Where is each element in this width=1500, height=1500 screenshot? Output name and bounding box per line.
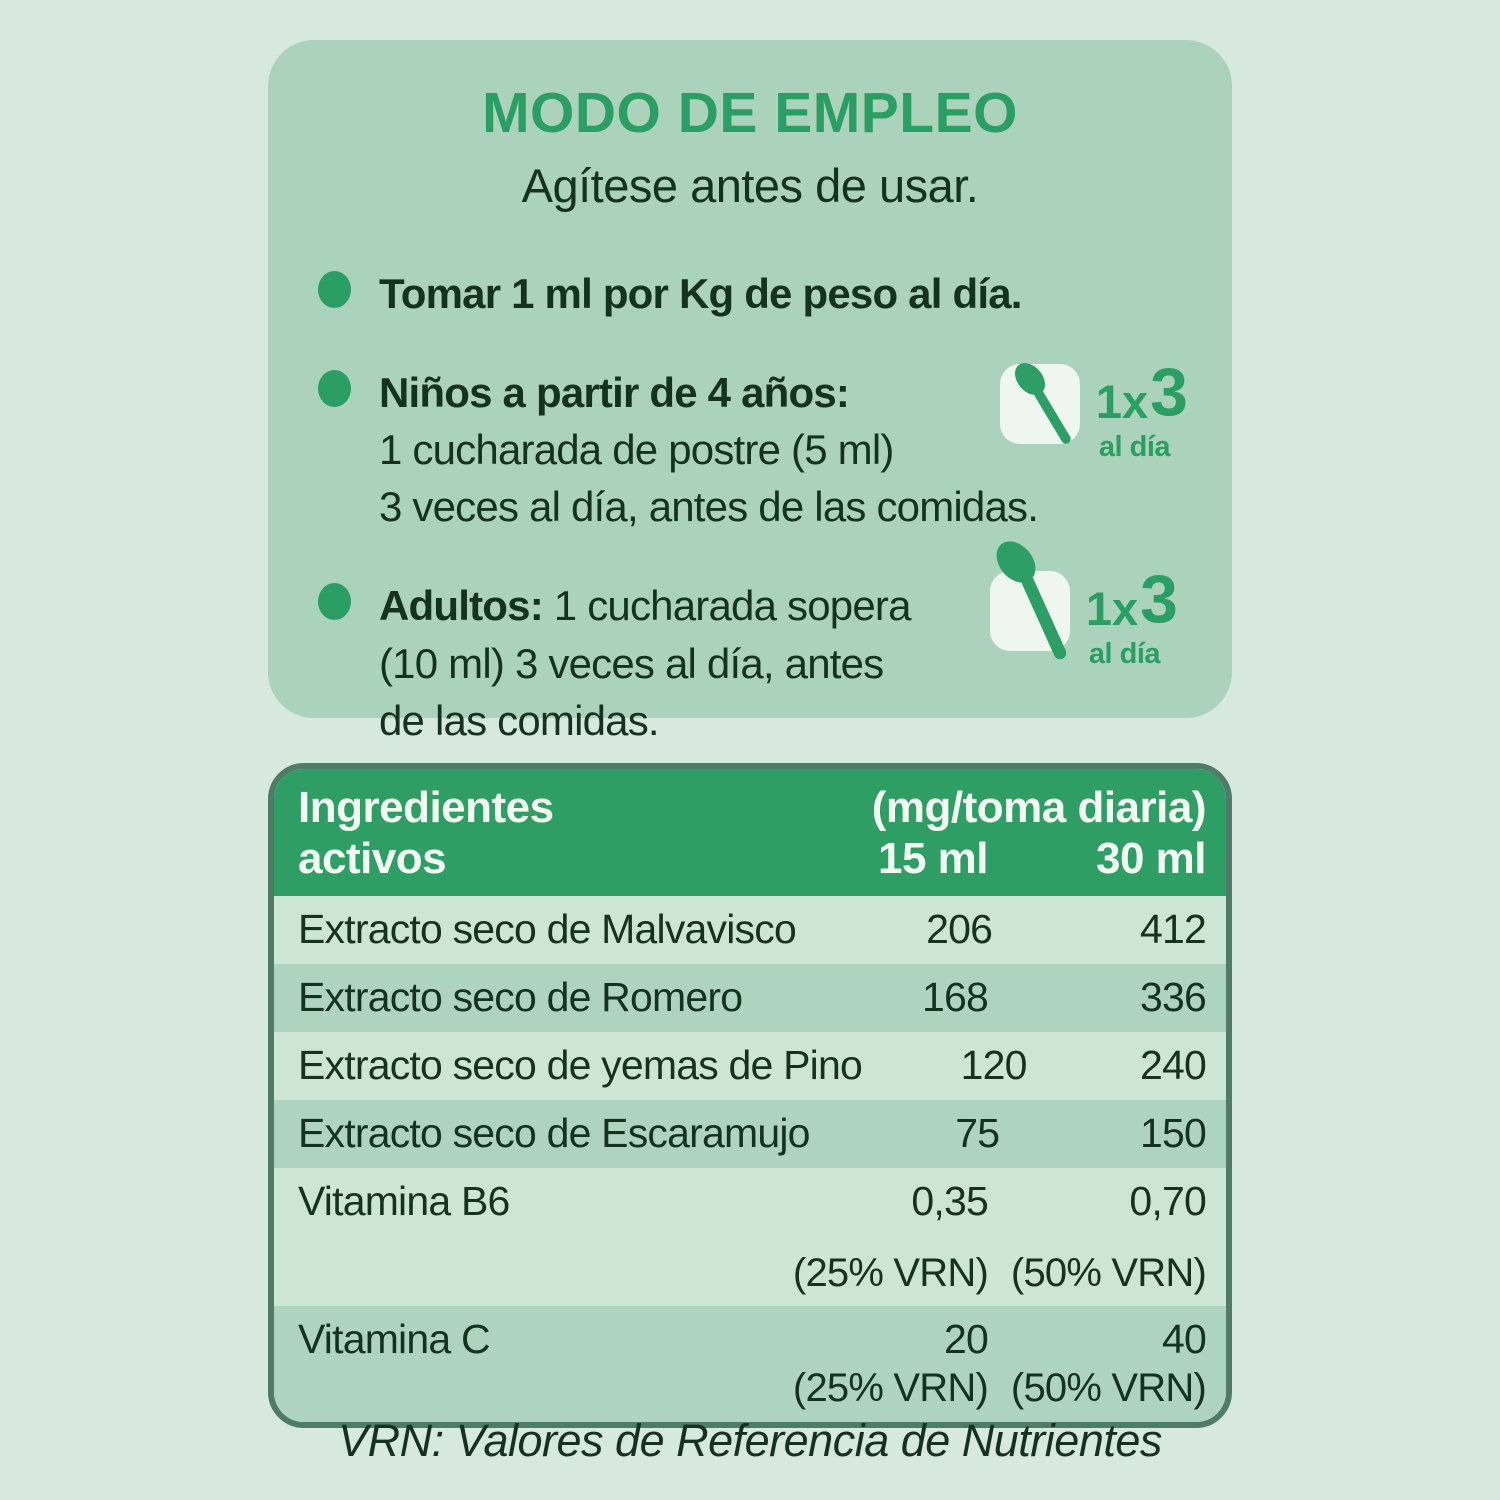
header-unit: (mg/toma diaria) (871, 783, 1206, 832)
dose-count-line (1095, 354, 1188, 431)
ingredient-name: Extracto seco de yemas de Pino (298, 1041, 862, 1088)
value-amount: 20 (943, 1316, 988, 1363)
bullet-adults (318, 561, 1192, 748)
value-30ml (988, 1179, 1206, 1296)
value-30ml: 240 (1139, 1041, 1206, 1088)
table-row (274, 1032, 1226, 1100)
value-15ml (788, 1317, 988, 1411)
ingredient-name: Extracto seco de Malvavisco (298, 906, 796, 953)
value-15ml: 120 (960, 1041, 1027, 1088)
value-15ml: 75 (955, 1109, 1000, 1156)
header-doses (788, 782, 1206, 884)
value-15ml: 206 (926, 906, 993, 953)
bullet-dot-icon (318, 370, 351, 407)
usage-panel (268, 40, 1232, 744)
table-row (274, 1168, 1226, 1307)
bullet-bold-text: Niños a partir de 4 años: (379, 369, 850, 417)
dose-text (1095, 354, 1188, 464)
bullet-bold-text: Tomar 1 ml por Kg de peso al día. (379, 270, 1022, 317)
header-ingredients-line1: Ingredientes (298, 783, 554, 832)
value-vrn-percent: (25% VRN) (792, 1250, 988, 1295)
value-15ml: 168 (921, 973, 988, 1020)
spoon-icon (984, 535, 1088, 667)
value-30ml: 336 (1139, 973, 1206, 1020)
dose-frequency: al día (1088, 638, 1161, 671)
dose-indicator-children (1000, 354, 1188, 464)
vrn-footnote: VRN: Valores de Referencia de Nutrientes (338, 1415, 1162, 1466)
dose-count: 3 (1150, 354, 1188, 431)
table-row (274, 1306, 1226, 1422)
table-row (274, 896, 1226, 964)
header-ingredients-line2: activos (298, 834, 447, 884)
value-vrn-percent: (50% VRN) (1010, 1250, 1206, 1295)
bullet-children (318, 354, 1192, 535)
ingredient-name: Extracto seco de Romero (298, 973, 743, 1020)
value-amount: 0,70 (1129, 1177, 1206, 1224)
ingredient-name: Vitamina C (298, 1316, 490, 1363)
ingredient-name: Extracto seco de Escaramujo (298, 1109, 810, 1156)
bullet-line: 1 cucharada sopera (542, 582, 911, 630)
header-col-15ml: 15 ml (877, 834, 988, 884)
header-dose-columns (788, 833, 1206, 884)
bullet-dosage-general (318, 265, 1192, 322)
bullet-dot-icon (318, 583, 351, 620)
value-amount: 40 (1161, 1316, 1206, 1363)
value-amount: 0,35 (911, 1177, 988, 1224)
usage-bullets (308, 265, 1192, 749)
bullet-line: 1 cucharada de postre (5 ml) (379, 426, 894, 474)
bullet-line: 3 veces al día, antes de las comidas. (379, 483, 1039, 531)
bullet-text (379, 265, 1192, 322)
header-ingredients (298, 782, 788, 884)
dose-count: 3 (1140, 561, 1178, 638)
dose-count-line (1085, 561, 1178, 638)
bullet-bold-text: Adultos: (379, 582, 543, 630)
bullet-line: (10 ml) 3 veces al día, antes (379, 639, 884, 687)
value-15ml (788, 1179, 988, 1296)
value-30ml: 412 (1139, 906, 1206, 953)
header-col-30ml: 30 ml (1095, 834, 1206, 884)
table-header (274, 769, 1226, 896)
panel-title: MODO DE EMPLEO (482, 81, 1018, 145)
value-30ml: 150 (1139, 1109, 1206, 1156)
value-vrn-percent: (25% VRN) (792, 1366, 988, 1411)
table-row (274, 1100, 1226, 1168)
table-row (274, 964, 1226, 1032)
bullet-dot-icon (318, 271, 351, 308)
spoon-tile (990, 571, 1070, 651)
value-30ml (988, 1317, 1206, 1411)
dose-indicator-adults (990, 561, 1178, 671)
bullet-line: de las comidas. (379, 696, 659, 744)
spoon-tile (1000, 364, 1080, 444)
value-vrn-percent: (50% VRN) (1010, 1366, 1206, 1411)
ingredient-name: Vitamina B6 (298, 1177, 510, 1224)
dose-multiplier: 1x (1085, 582, 1139, 636)
ingredients-table (268, 763, 1232, 1428)
dose-multiplier: 1x (1095, 374, 1149, 428)
dose-text (1085, 561, 1178, 671)
dose-frequency: al día (1098, 430, 1171, 463)
spoon-icon (1006, 359, 1084, 447)
panel-subtitle: Agítese antes de usar. (521, 159, 979, 212)
